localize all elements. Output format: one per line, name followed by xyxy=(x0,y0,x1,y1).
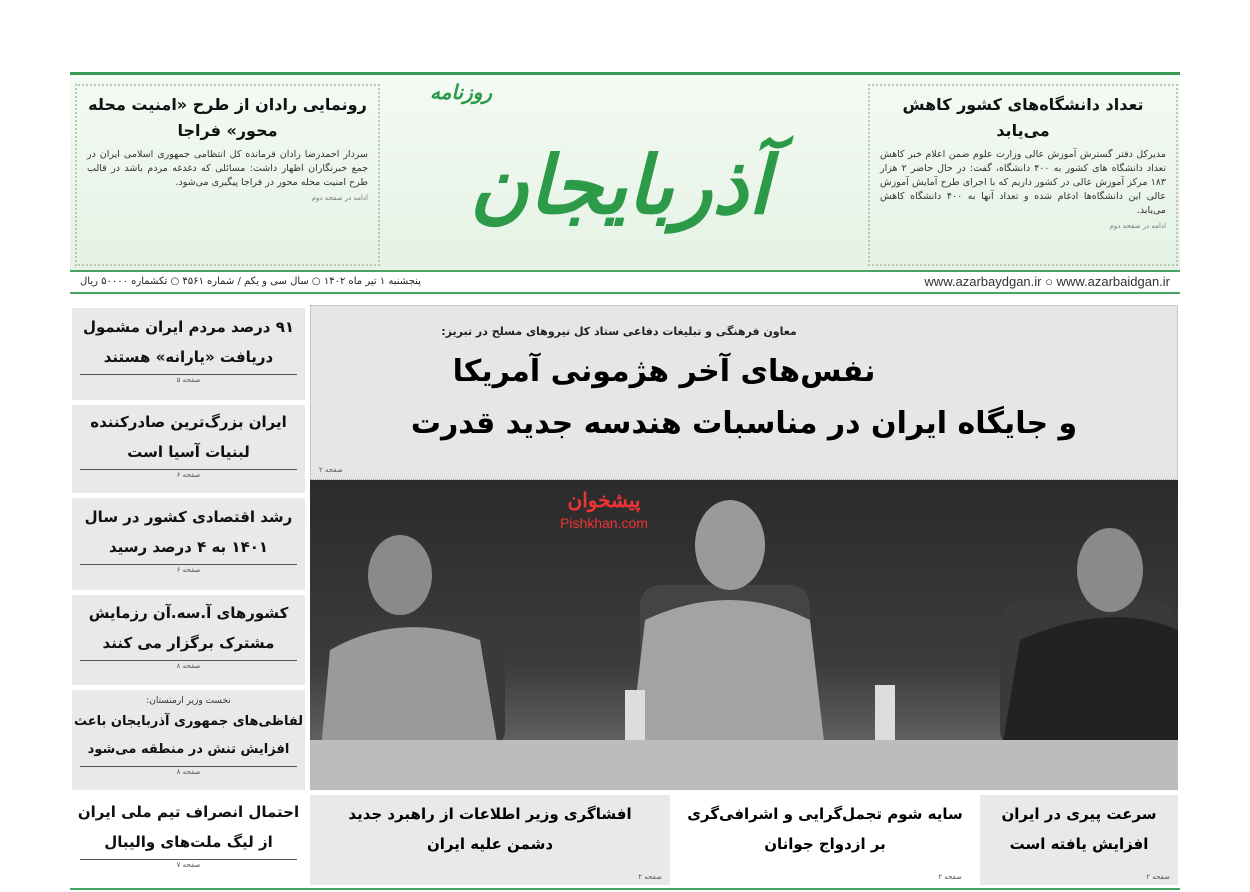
sidebar-story[interactable] xyxy=(72,795,305,885)
website-urls[interactable]: www.azarbaydgan.ir ○ www.azarbaidgan.ir xyxy=(924,274,1170,289)
page-ref: صفحه ۶ xyxy=(80,564,297,575)
logo-prefix: روزنامه xyxy=(430,80,493,104)
sidebar-story[interactable] xyxy=(72,595,305,685)
page-ref: صفحه ۸ xyxy=(80,660,297,671)
story-title: ایران بزرگ‌ترین صادرکننده لبنیات آسیا است xyxy=(90,413,287,461)
story-title: سرعت پیری در ایران افزایش یافته است xyxy=(1001,805,1157,853)
continued-note: ادامه در صفحه دوم xyxy=(1109,222,1166,230)
page-ref: صفحه ۲ xyxy=(938,873,962,881)
story-kicker: نخست وزیر ارمنستان: xyxy=(146,696,231,706)
bottom-story[interactable] xyxy=(310,795,670,885)
page-ref: صفحه ۲ xyxy=(1146,873,1170,881)
story-body: مدیرکل دفتر گسترش آموزش عالی وزارت علوم ضمن اعلام خبر کاهش تعداد دانشگاه های کشور به ۴۰۰ دانشگاه، گفت: در حال حاضر ۲ هزار ۱۸۳ مرکز آموزش عالی در کشور داریم که با اجرای طرح آمایش آموزش عالی این دانشگاه‌ها ادغام شده و تعداد آنها به ۴۰۰ دانشگاه کاهش می‌یابد. xyxy=(880,149,1166,216)
watermark-en: Pishkhan.com xyxy=(560,515,648,531)
story-title: سایه شوم تجمل‌گرایی و اشرافی‌گری بر ازدواج جوانان xyxy=(687,805,963,853)
date-bar xyxy=(70,270,1180,294)
page-ref: صفحه ۲ xyxy=(319,466,343,474)
page-ref: صفحه ۲ xyxy=(638,873,662,881)
footer-rule xyxy=(70,888,1180,890)
lead-kicker: معاون فرهنگی و تبلیغات دفاعی ستاد کل نیروهای مسلح در تبریز: xyxy=(441,325,797,338)
sidebar-story[interactable] xyxy=(72,308,305,400)
story-title: ۹۱ درصد مردم ایران مشمول دریافت «یارانه» هستند xyxy=(82,318,295,366)
masthead-right-story[interactable] xyxy=(868,84,1178,266)
sidebar-story[interactable] xyxy=(72,405,305,493)
masthead-left-story[interactable] xyxy=(75,84,380,266)
newspaper-logo xyxy=(400,78,840,268)
lead-headline-2: و جایگاه ایران در مناسبات هندسه جدید قدرت xyxy=(410,406,1078,441)
continued-note: ادامه در صفحه دوم xyxy=(311,194,368,202)
watermark-fa: پیشخوان xyxy=(567,490,641,512)
story-title: کشورهای آ.سه.آن رزمایش مشترک برگزار می کنند xyxy=(88,604,289,652)
lead-story[interactable] xyxy=(310,305,1178,480)
page-ref: صفحه ۶ xyxy=(80,469,297,480)
lead-photo xyxy=(310,480,1178,790)
page-ref: صفحه ۵ xyxy=(80,374,297,385)
bottom-story[interactable] xyxy=(680,795,970,885)
story-title: احتمال انصراف تیم ملی ایران از لیگ ملت‌های والیبال xyxy=(77,803,300,851)
story-title: افشاگری وزیر اطلاعات از راهبرد جدید دشمن علیه ایران xyxy=(348,805,632,853)
page-ref: صفحه ۷ xyxy=(80,859,297,870)
logo-name: آذربایجان xyxy=(469,138,771,232)
story-title: رشد اقتصادی کشور در سال ۱۴۰۱ به ۴ درصد رسید xyxy=(84,508,293,556)
story-title: تعداد دانشگاه‌های کشور کاهش می‌یابد xyxy=(902,95,1144,140)
dateline: پنجشنبه ۱ تیر ماه ۱۴۰۲ ○ سال سی و یکم / شماره ۴۵۶۱ ○ تکشماره ۵۰۰۰۰ ریال xyxy=(80,276,421,287)
sidebar-story[interactable] xyxy=(72,498,305,590)
lead-headline-1: نفس‌های آخر هژمونی آمریکا xyxy=(452,354,876,389)
story-title: رونمایی رادان از طرح «امنیت محله محور» فراجا xyxy=(88,95,367,140)
page-ref: صفحه ۸ xyxy=(80,766,297,777)
bottom-story[interactable] xyxy=(980,795,1178,885)
pishkhan-watermark xyxy=(560,488,648,532)
sidebar-story[interactable] xyxy=(72,690,305,790)
officials-photo-illustration xyxy=(310,480,1178,790)
story-body: سردار احمدرضا رادان فرمانده کل انتظامی جمهوری اسلامی ایران در جمع خبرنگاران اظهار داشت: مسائلی که دغدغه مردم باشد در قالب طرح امنیت محله محور در فراجا پیگیری می‌شود. xyxy=(87,149,368,188)
story-title: لفاظی‌های جمهوری آذربایجان باعث افزایش تنش در منطقه می‌شود xyxy=(73,714,304,757)
